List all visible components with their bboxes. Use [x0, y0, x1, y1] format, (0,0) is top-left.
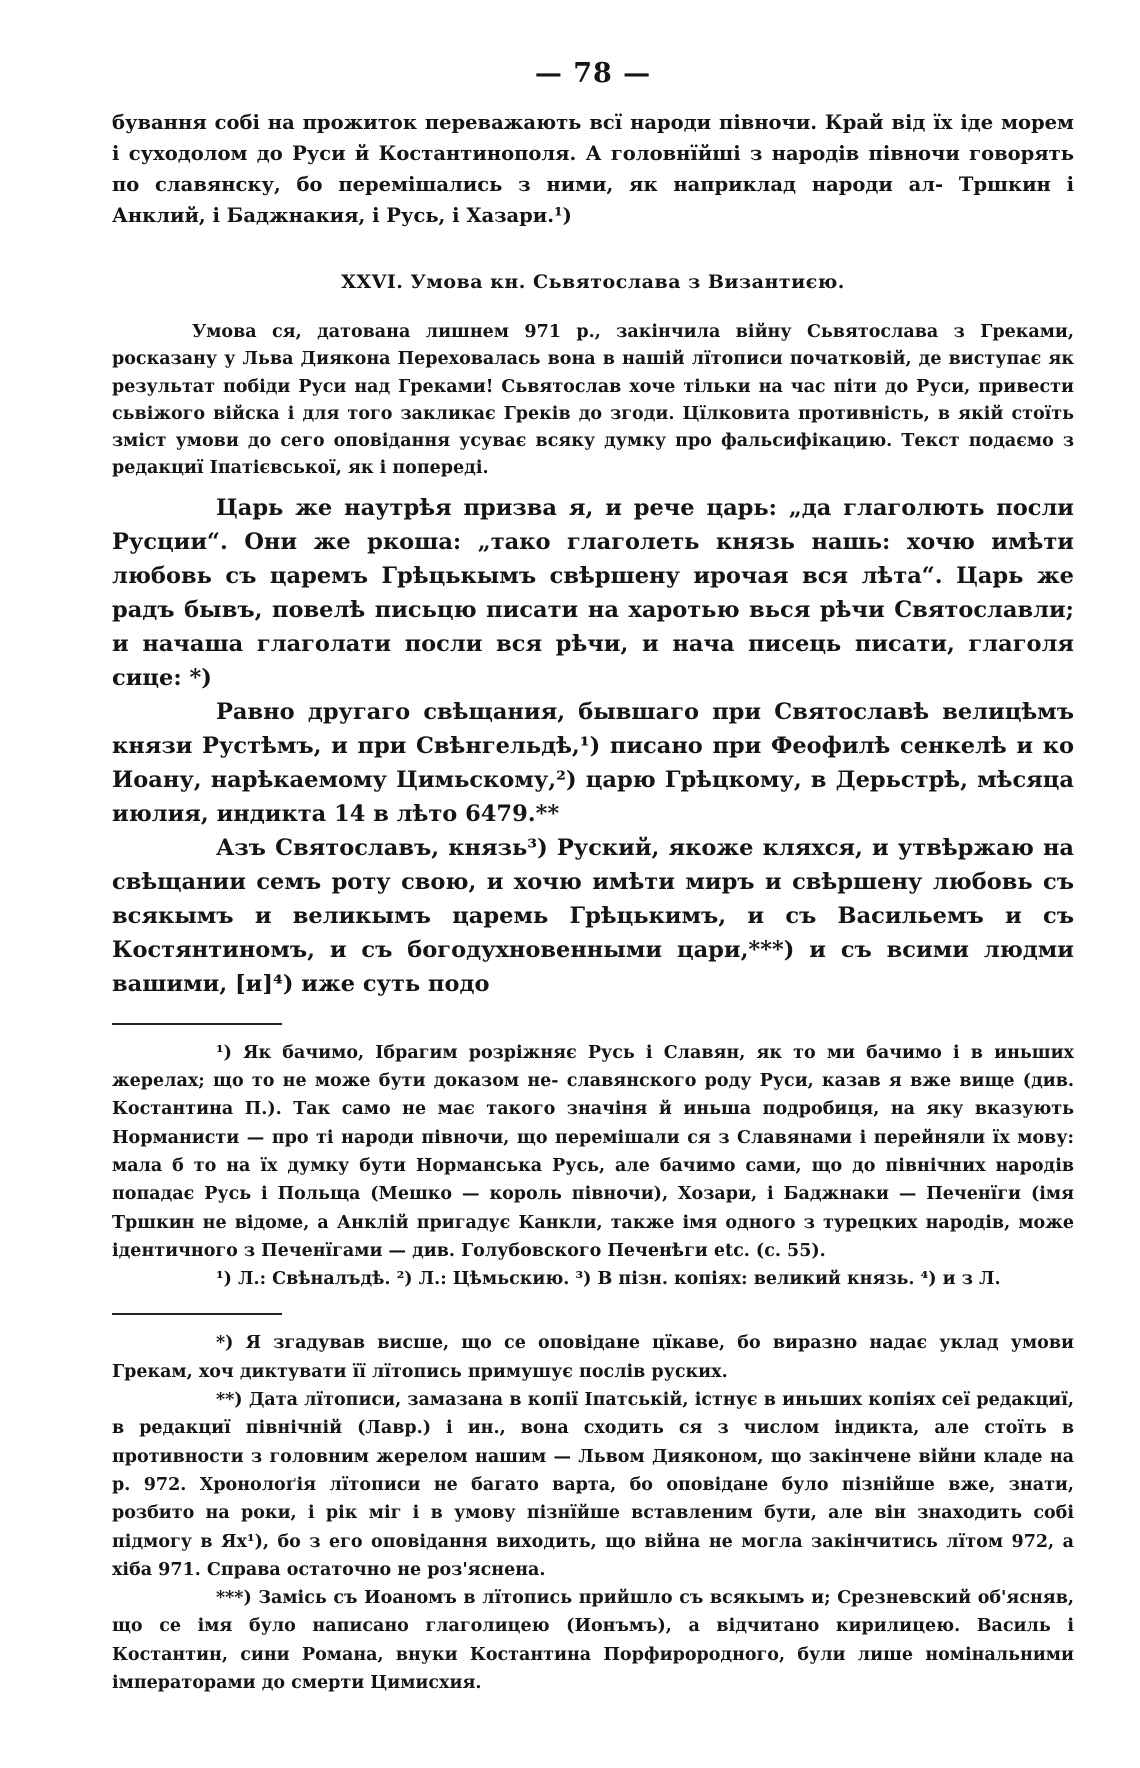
footnote-divider-2 [112, 1313, 282, 1315]
footnote-star-2: **) Дата лїтописи, замазана в копії Іпатській, істнує в иньших копіях сеї редакциї, в редакциї північній (Лавр.) і ин., вона сходить ся з числом індикта, але стоїть в противности з головним жерелом нашим — Львом Дияконом, що закінчене війни кладе на р. 972. Хронолоґія лїтописи не багато варта, бо оповідане було пізнійше вже, знати, розбито на роки, і рік міг і в умову пізнїйше вставленим бути, але він знаходить собі підмогу в Ях¹), бо з его оповідання виходить, що війна не могла закінчитись лїтом 972, а хіба 971. Справа остаточно не роз'яснена. [112, 1390, 1074, 1580]
footnote-star-3: ***) Замісь съ Иоаномъ в лїтопись прийшло съ всякымъ и; Срезневский об'ясняв, що се імя було написано глаголицею (Ионъмъ), а відчитано кирилицею. Василь і Костантин, сини Романа, внуки Костантина Порфирородного, були лише номінальними імператорами до смерти Цимисхия. [112, 1588, 1074, 1694]
footnote-divider [112, 1023, 282, 1025]
treaty-paragraph-1: Царь же наутрѣя призва я, и рече царь: „да глаголють посли Русции“. Они же ркоша: „тако глаголеть князь нашь: хочю имѣти любовь съ царемъ Грѣцькымъ свѣршену ирочая вся лѣта“. Царь же радъ бывъ, повелѣ письцю писати на харотью вься рѣчи Святославли; и начаша глаголати посли вся рѣчи, и нача писець писати, глаголя сице: *) [112, 494, 1074, 691]
section-title: XXVI. Умова кн. Сьвятослава з Византиєю. [341, 271, 845, 293]
footnote-star-1: *) Я згадував висше, що се оповідане цїкаве, бо виразно надає уклад умови Грекам, хоч диктувати її лїтопись примушує послів руских. [112, 1333, 1074, 1382]
page-number: — 78 — [534, 58, 652, 89]
footnote-1: ¹) Як бачимо, Ібрагим розріжняє Русь і Славян, як то ми бачимо і в иньших жерелах; що то не може бути доказом не- славянского роду Руси, казав я вже вище (див. Костантина П.). Так само не має такого значіня й иньша подробиця, на яку вказують Норманисти — про ті народи півночи, що перемішали ся з Славянами і перейняли їх мову: мала б то на їх думку бути Норманська Русь, але бачимо сами, що до північних народів попадає Русь і Польща (Мешко — король півночи), Хозари, і Баджнаки — Печенїги (імя Тршкин не відоме, а Анклій пригадує Канкли, также імя одного з турецких народів, може ідентичного з Печенїгами — див. Голубовского Печенѣги etc. (с. 55). [112, 1042, 1074, 1261]
footnote-variants: ¹) Л.: Свѣналъдѣ. ²) Л.: Цѣмьскию. ³) В пізн. копіях: великий князь. ⁴) и з Л. [216, 1269, 1001, 1290]
opening-paragraph: бування собі на прожиток переважають всї народи півночи. Край від їх іде морем і суходолом до Руси й Костантинополя. А головнїйші з народів півночи говорять по славянску, бо перемішались з ними, як наприклад народи ал- Тршкин і Анклий, і Баджнакия, і Русь, і Хазари.¹) [112, 111, 1074, 227]
intro-paragraph: Умова ся, датована лишнем 971 р., закінчила війну Сьвятослава з Греками, росказану у Льва Диякона Переховалась вона в нашій лїтописи початковій, де виступає як результат побіди Руси над Греками! Сьвятослав хоче тільки на час піти до Руси, привести сьвіжого війска і для того закликає Греків до згоди. Цїлковита противність, в якій стоїть зміст умови до сего оповідання усуває всяку думку про фальсифікацию. Текст подаємо з редакциї Іпатієвської, як і попереді. [112, 322, 1074, 479]
treaty-paragraph-2: Равно другаго свѣщания, бывшаго при Святославѣ велицѣмъ князи Рустѣмъ, и при Свѣнгельдѣ,¹) писано при Феофилѣ сенкелѣ и ко Иоану, нарѣкаемому Цимьскому,²) царю Грѣцкому, в Дерьстрѣ, мѣсяца июлия, индикта 14 в лѣто 6479.** [112, 698, 1074, 827]
treaty-paragraph-3: Азъ Святославъ, князь³) Руский, якоже кляхся, и утвѣржаю на свѣщании семъ роту свою, и хочю имѣти миръ и свѣршену любовь съ всякымъ и великымъ царемь Грѣцькимъ, и съ Васильемъ и съ Костянтиномъ, и съ богодухновенными цари,***) и съ всими людми вашими, [и]⁴) иже суть подо [112, 834, 1074, 997]
